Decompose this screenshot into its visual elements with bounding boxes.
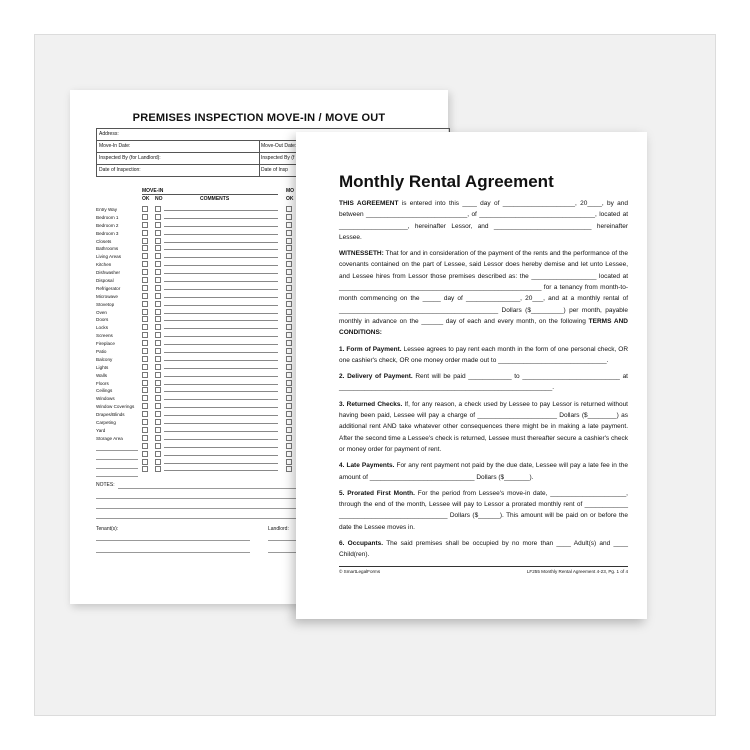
room-label: Storage Area <box>96 435 123 441</box>
comment-line[interactable] <box>164 368 278 369</box>
tenant-signature-line <box>96 540 250 541</box>
no-checkbox[interactable] <box>155 238 161 244</box>
comment-line[interactable] <box>164 463 278 464</box>
move-out-ok-checkbox[interactable] <box>286 293 292 299</box>
room-label: Stovetop <box>96 301 115 307</box>
tenant-signature-line <box>96 552 250 553</box>
no-checkbox[interactable] <box>155 293 161 299</box>
footer-rule <box>339 566 628 567</box>
room-label <box>96 443 138 451</box>
no-checkbox[interactable] <box>155 269 161 275</box>
move-out-ok-checkbox[interactable] <box>286 238 292 244</box>
no-checkbox[interactable] <box>155 324 161 330</box>
move-out-ok-checkbox[interactable] <box>286 269 292 275</box>
move-out-ok-checkbox[interactable] <box>286 411 292 417</box>
ok-checkbox[interactable] <box>142 380 148 386</box>
room-label: Drapes/Blinds <box>96 412 125 418</box>
room-label: Walls <box>96 372 108 378</box>
comment-line[interactable] <box>164 242 278 243</box>
room-label: Bedroom 2 <box>96 222 119 228</box>
no-checkbox[interactable] <box>155 230 161 236</box>
ok-checkbox[interactable] <box>142 419 148 425</box>
section-occupants: 6. Occupants. The said premises shall be occupied by no more than ____ Adult(s) and ____ Child(ren). <box>339 540 628 559</box>
room-label <box>96 461 138 469</box>
move-in-rule <box>142 194 278 195</box>
move-out-ok-checkbox[interactable] <box>286 395 292 401</box>
no-checkbox[interactable] <box>155 403 161 409</box>
room-label: Bathrooms <box>96 246 119 252</box>
comment-line[interactable] <box>164 455 278 456</box>
room-label: Carpeting <box>96 420 116 426</box>
comment-line[interactable] <box>164 249 278 250</box>
room-label: Closets <box>96 238 112 244</box>
move-in-date-label: Move-In Date: <box>99 143 131 149</box>
ok-checkbox[interactable] <box>142 372 148 378</box>
no-checkbox[interactable] <box>155 309 161 315</box>
move-out-ok-checkbox[interactable] <box>286 364 292 370</box>
no-checkbox[interactable] <box>155 387 161 393</box>
comment-line[interactable] <box>164 431 278 432</box>
ok-checkbox[interactable] <box>142 269 148 275</box>
move-out-ok-checkbox[interactable] <box>286 245 292 251</box>
room-label: Refrigerator <box>96 285 121 291</box>
ok-checkbox[interactable] <box>142 238 148 244</box>
move-out-ok-checkbox[interactable] <box>286 301 292 307</box>
no-checkbox[interactable] <box>155 372 161 378</box>
comment-line[interactable] <box>164 399 278 400</box>
comment-line[interactable] <box>164 265 278 266</box>
ok-checkbox[interactable] <box>142 466 148 472</box>
room-label: Ceilings <box>96 388 113 394</box>
room-label: Yard <box>96 427 106 433</box>
room-label: Balcony <box>96 356 113 362</box>
ok-checkbox[interactable] <box>142 387 148 393</box>
ok-checkbox[interactable] <box>142 261 148 267</box>
no-checkbox[interactable] <box>155 364 161 370</box>
ok-checkbox[interactable] <box>142 245 148 251</box>
move-in-header: MOVE-IN <box>142 188 164 194</box>
section-delivery-of-payment: 2. Delivery of Payment. Rent will be paid ____________ to ___________________________ at ___________________________________________________________. <box>339 373 628 392</box>
comment-line[interactable] <box>164 234 278 235</box>
ok-checkbox[interactable] <box>142 459 148 465</box>
comment-line[interactable] <box>164 218 278 219</box>
room-label: Lights <box>96 364 109 370</box>
section-returned-checks: 3. Returned Checks. If, for any reason, a check used by Lessee to pay Lessor is returned without having been paid, Lessee will pay a charge of ______________________ Dollars ($________) as additional rent AND take whatever other consequences there might be in making a late payment. After the second time a Lessee's check is returned, Lessee must thereafter secure a cashier's check or money order for payment of rent. <box>339 400 628 453</box>
footer-form-id: LF255 Monthly Rental Agreement 4-23, Pg. 1 of 4 <box>526 569 628 574</box>
no-checkbox[interactable] <box>155 427 161 433</box>
move-out-ok-checkbox[interactable] <box>286 435 292 441</box>
comment-line[interactable] <box>164 226 278 227</box>
no-checkbox[interactable] <box>155 451 161 457</box>
no-checkbox[interactable] <box>155 245 161 251</box>
no-checkbox[interactable] <box>155 356 161 362</box>
ok-checkbox[interactable] <box>142 316 148 322</box>
comment-line[interactable] <box>164 336 278 337</box>
ok-checkbox[interactable] <box>142 451 148 457</box>
move-out-ok-checkbox[interactable] <box>286 222 292 228</box>
room-label: Windows <box>96 396 115 402</box>
address-label: Address: <box>99 131 119 137</box>
ok-checkbox[interactable] <box>142 356 148 362</box>
inspected-by-landlord-label: Inspected By (for Landlord): <box>99 155 161 161</box>
ok-checkbox[interactable] <box>142 309 148 315</box>
no-checkbox[interactable] <box>155 222 161 228</box>
date-of-inspection-label: Date of Inspection: <box>99 167 141 173</box>
move-out-ok-checkbox[interactable] <box>286 316 292 322</box>
room-label: Living Areas <box>96 254 122 260</box>
comment-line[interactable] <box>164 297 278 298</box>
ok-checkbox[interactable] <box>142 285 148 291</box>
no-checkbox[interactable] <box>155 466 161 472</box>
comment-line[interactable] <box>164 257 278 258</box>
room-label: Kitchen <box>96 262 112 268</box>
ok-checkbox[interactable] <box>142 301 148 307</box>
comment-line[interactable] <box>164 281 278 282</box>
comment-line[interactable] <box>164 360 278 361</box>
footer-copyright: © SmartLegalForms <box>339 569 381 574</box>
move-out-ok-checkbox[interactable] <box>286 340 292 346</box>
tenants-label: Tenant(s): <box>96 526 119 532</box>
comment-line[interactable] <box>164 384 278 385</box>
move-out-ok-checkbox[interactable] <box>286 206 292 212</box>
comment-line[interactable] <box>164 407 278 408</box>
comment-line[interactable] <box>164 210 278 211</box>
move-out-ok-checkbox[interactable] <box>286 332 292 338</box>
move-out-ok-checkbox[interactable] <box>286 348 292 354</box>
move-out-ok-checkbox[interactable] <box>286 253 292 259</box>
ok-checkbox[interactable] <box>142 435 148 441</box>
ok-label-2: OK <box>286 196 294 202</box>
landlord-signature-line <box>268 540 296 541</box>
room-label: Doors <box>96 317 109 323</box>
no-checkbox[interactable] <box>155 214 161 220</box>
intro-paragraph: THIS AGREEMENT is entered into this ____ day of ____________________, 20____, by and between ____________________________, of ________________________________, located at ___________________, hereinafter Lessor, and ___________________________ hereinafter Lessee. <box>339 200 628 241</box>
comment-line[interactable] <box>164 289 278 290</box>
ok-checkbox[interactable] <box>142 324 148 330</box>
ok-checkbox[interactable] <box>142 253 148 259</box>
room-list <box>96 206 138 478</box>
no-checkbox[interactable] <box>155 419 161 425</box>
inspected-by-label: Inspected By (f <box>261 155 295 161</box>
agreement-title: Monthly Rental Agreement <box>339 172 554 191</box>
move-out-ok-checkbox[interactable] <box>286 285 292 291</box>
comment-line[interactable] <box>164 423 278 424</box>
comment-line[interactable] <box>164 344 278 345</box>
section-form-of-payment: 1. Form of Payment. Lessee agrees to pay rent each month in the form of one personal check, OR one cashier's check, OR one money order made out to ______________________________. <box>339 345 629 364</box>
inspection-title: PREMISES INSPECTION MOVE-IN / MOVE OUT <box>132 112 386 124</box>
no-checkbox[interactable] <box>155 261 161 267</box>
move-out-ok-checkbox[interactable] <box>286 459 292 465</box>
ok-checkbox[interactable] <box>142 340 148 346</box>
move-out-ok-checkbox[interactable] <box>286 261 292 267</box>
no-label: NO <box>155 196 163 202</box>
rental-agreement-page <box>296 132 647 619</box>
move-out-ok-checkbox[interactable] <box>286 214 292 220</box>
room-label: Oven <box>96 309 107 315</box>
ok-checkbox[interactable] <box>142 364 148 370</box>
witness-paragraph: WITNESSETH: That for and in consideration of the payment of the rents and the performance of the covenants contained on the part of Lessee, said Lessor does hereby demise and let unto Lessee, and Lessee hires from Lessor those premises described as: the __________________ located at ________________________________________________________ for a tenancy from month-to-month commencing on the _____ day of _______________, 20___, and at a monthly rental of ____________________________________________ Dollars ($_________) per month, payable monthly in advance on the ______ day of each and every month, on the following TERMS AND CONDITIONS: <box>339 250 628 337</box>
move-out-ok-checkbox[interactable] <box>286 466 292 472</box>
section-late-payments: 4. Late Payments. For any rent payment not paid by the due date, Lessee will pay a late fee in the amount of _____________________________ Dollars ($_______). <box>339 462 628 481</box>
ok-checkbox[interactable] <box>142 293 148 299</box>
comment-line[interactable] <box>164 415 278 416</box>
no-checkbox[interactable] <box>155 395 161 401</box>
no-checkbox[interactable] <box>155 206 161 212</box>
no-checkbox[interactable] <box>155 285 161 291</box>
move-out-date-label: Move-Out Date: <box>261 143 297 149</box>
ok-checkbox[interactable] <box>142 222 148 228</box>
comment-line[interactable] <box>164 447 278 448</box>
room-label: Entry Way <box>96 207 118 212</box>
no-checkbox[interactable] <box>155 301 161 307</box>
notes-label: NOTES: <box>96 482 115 488</box>
ok-checkbox[interactable] <box>142 230 148 236</box>
room-label: Bedroom 3 <box>96 230 119 236</box>
room-label: Dishwasher <box>96 270 120 276</box>
date-of-insp-label: Date of Insp <box>261 167 288 173</box>
ok-checkbox[interactable] <box>142 214 148 220</box>
room-label <box>96 452 138 460</box>
no-checkbox[interactable] <box>155 435 161 441</box>
comment-line[interactable] <box>164 320 278 321</box>
no-checkbox[interactable] <box>155 459 161 465</box>
comments-label: COMMENTS <box>200 196 230 202</box>
move-out-ok-checkbox[interactable] <box>286 309 292 315</box>
no-checkbox[interactable] <box>155 411 161 417</box>
no-checkbox[interactable] <box>155 253 161 259</box>
move-out-ok-checkbox[interactable] <box>286 372 292 378</box>
comment-line[interactable] <box>164 313 278 314</box>
move-out-ok-checkbox[interactable] <box>286 277 292 283</box>
comment-line[interactable] <box>164 352 278 353</box>
move-out-ok-checkbox[interactable] <box>286 419 292 425</box>
ok-checkbox[interactable] <box>142 411 148 417</box>
move-out-ok-checkbox[interactable] <box>286 380 292 386</box>
landlord-signature-line <box>268 552 296 553</box>
room-label: Fireplace <box>96 341 115 347</box>
no-checkbox[interactable] <box>155 348 161 354</box>
move-out-ok-checkbox[interactable] <box>286 451 292 457</box>
comment-line[interactable] <box>164 305 278 306</box>
room-label: Locks <box>96 325 109 331</box>
room-label <box>96 469 138 477</box>
move-out-ok-checkbox[interactable] <box>286 230 292 236</box>
ok-checkbox[interactable] <box>142 348 148 354</box>
agreement-body <box>339 198 628 566</box>
comment-line[interactable] <box>164 328 278 329</box>
ok-checkbox[interactable] <box>142 443 148 449</box>
room-label: Microwave <box>96 293 118 299</box>
ok-checkbox[interactable] <box>142 427 148 433</box>
ok-checkbox[interactable] <box>142 403 148 409</box>
room-label: Patio <box>96 349 107 355</box>
room-label: Bedroom 1 <box>96 214 119 220</box>
ok-checkbox[interactable] <box>142 277 148 283</box>
move-out-ok-checkbox[interactable] <box>286 427 292 433</box>
move-out-ok-checkbox[interactable] <box>286 324 292 330</box>
landlord-label: Landlord: <box>268 526 289 532</box>
no-checkbox[interactable] <box>155 316 161 322</box>
ok-checkbox[interactable] <box>142 206 148 212</box>
comment-line[interactable] <box>164 376 278 377</box>
comment-line[interactable] <box>164 273 278 274</box>
ok-checkbox[interactable] <box>142 332 148 338</box>
room-label: Floors <box>96 380 109 386</box>
no-checkbox[interactable] <box>155 332 161 338</box>
comment-line[interactable] <box>164 470 278 471</box>
no-checkbox[interactable] <box>155 443 161 449</box>
comment-line[interactable] <box>164 439 278 440</box>
move-out-header: MO <box>286 188 295 194</box>
move-out-ok-checkbox[interactable] <box>286 356 292 362</box>
comment-line[interactable] <box>164 391 278 392</box>
room-label: Screens <box>96 333 113 339</box>
section-prorated-first-month: 5. Prorated First Month. For the period from Lessee's move-in date, _____________________, through the end of the month, Lessee will pay to Lessor a prorated monthly rent of ____________ ______________________________ Dollars ($______). This amount will be paid on or before the date the Lessee moves in. <box>339 489 628 531</box>
no-checkbox[interactable] <box>155 277 161 283</box>
room-label: Window Coverings <box>96 404 135 410</box>
no-checkbox[interactable] <box>155 380 161 386</box>
move-out-ok-checkbox[interactable] <box>286 403 292 409</box>
no-checkbox[interactable] <box>155 340 161 346</box>
room-label: Disposal <box>96 278 114 284</box>
ok-label: OK <box>142 196 150 202</box>
move-out-ok-checkbox[interactable] <box>286 443 292 449</box>
ok-checkbox[interactable] <box>142 395 148 401</box>
move-out-ok-checkbox[interactable] <box>286 387 292 393</box>
